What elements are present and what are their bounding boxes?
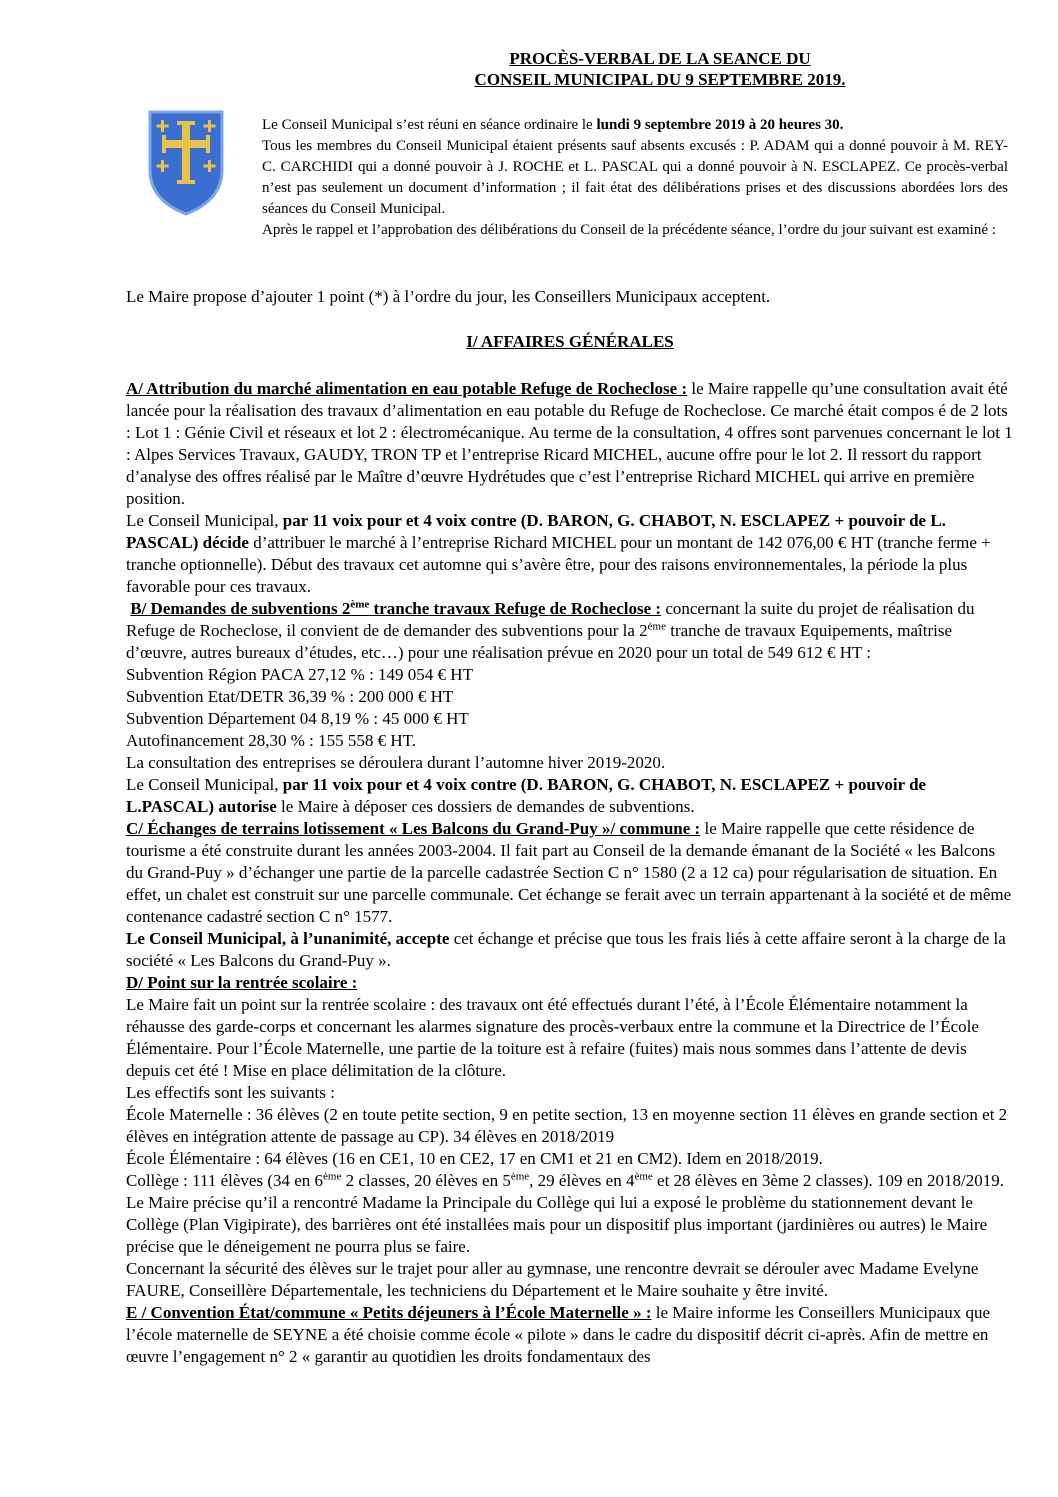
title-line-2: CONSEIL MUNICIPAL DU 9 SEPTEMBRE 2019. [474, 70, 846, 89]
vote-detail: cet échange et précise que tous les frais liés à cette affaire seront à la charge de la société « Les Balcons du Grand-Puy ». [126, 929, 1006, 970]
section-d-heading: D/ Point sur la rentrée scolaire : [126, 973, 358, 992]
vote-result: par 11 voix pour et 4 voix contre (D. BARON, G. CHABOT, N. ESCLAPEZ + pouvoir de L. PASCAL) décide [126, 511, 946, 552]
vote-detail: le Maire à déposer ces dossiers de demandes de subventions. [276, 797, 695, 816]
section-c [126, 818, 1014, 928]
vote-result: par 11 voix pour et 4 voix contre (D. BARON, G. CHABOT, N. ESCLAPEZ + pouvoir de L.PASCAL) autorise [126, 775, 927, 816]
intro-line-1 [262, 115, 1008, 136]
effectifs-maternelle: École Maternelle : 36 élèves (2 en toute petite section, 9 en petite section, 13 en moyenne section 11 élèves en grande section et 2 élèves en intégration attente de passage au CP). 34 élèves en 2018/2019 [126, 1105, 1008, 1146]
intro-line-2: Tous les membres du Conseil Municipal étaient présents sauf absents excusés : P. ADAM qui a donné pouvoir à M. REY- C. CARCHIDI qui a donné pouvoir à J. ROCHE et L. PASCAL qui a donné pouvoir à N. ESCLAPEZ. Ce procès-verbal n’est pas seulement un document d’information ; il fait état des délibérations prises et des discussions abordées lors des séances du Conseil Municipal. [262, 138, 1008, 217]
proposal-text: Le Maire propose d’ajouter 1 point (*) à l’ordre du jour, les Conseillers Municipaux acceptent. [126, 287, 771, 306]
effectifs-elementaire: École Élémentaire : 64 élèves (16 en CE1, 10 en CE2, 17 en CM1 et 21 en CM2). Idem en 2018/2019. [126, 1149, 823, 1168]
section-a-vote [126, 510, 1014, 598]
section-b-vote [126, 774, 1014, 818]
section-e [126, 1302, 1014, 1368]
section-c-text: le Maire rappelle que cette résidence de tourisme a été construite durant les années 2003-2004. Il fait part au Conseil de la demande émanant de la Société « les Balcons du Grand-Puy » d’échanger une partie de la parcelle cadastrée Section C n° 1580 (2 a 12 ca) pour régularisation de situation. En effet, un chalet est construit sur une parcelle communale. Cet échange se ferait avec un terrain appartenant à la société et de même contenance cadastré section C n° 1577. [126, 819, 1012, 926]
vote-result: Le Conseil Municipal, à l’unanimité, accepte [126, 929, 450, 948]
section-c-heading: C/ Échanges de terrains lotissement « Les Balcons du Grand-Puy »/ commune : [126, 819, 701, 838]
consultation-note: La consultation des entreprises se déroulera durant l’automne hiver 2019-2020. [126, 753, 666, 772]
section-e-text: le Maire informe les Conseillers Municipaux que l’école maternelle de SEYNE a été choisie comme école « pilote » dans le cadre du dispositif décrit ci-après. Afin de mettre en œuvre l’engagement n° 2 « garantir au quotidien les droits fondamentaux des [126, 1303, 990, 1366]
funding-line: Subvention Etat/DETR 36,39 % : 200 000 € HT [126, 687, 454, 706]
agenda-proposal [126, 286, 1014, 308]
vote-intro: Le Conseil Municipal, [126, 775, 283, 794]
vote-detail: d’attribuer le marché à l’entreprise Richard MICHEL pour un montant de 142 076,00 € HT (tranche ferme + tranche optionnelle). Début des travaux cet automne qui s’avère être, pour des raisons environnementales, la période la plus favorable pour ces travaux. [126, 533, 991, 596]
document-body [126, 378, 1014, 1368]
funding-line: Autofinancement 28,30 % : 155 558 € HT. [126, 731, 417, 750]
vote-intro: Le Conseil Municipal, [126, 511, 283, 530]
section-b [126, 598, 1014, 664]
section-a [126, 378, 1014, 510]
section-c-vote [126, 928, 1014, 972]
intro-paragraph [262, 115, 1008, 241]
section-b-text: concernant la suite du projet de réalisation du Refuge de Rocheclose, il convient de de demander des subventions pour la 2ème tranche de travaux Equipements, maîtrise d’œuvre, autres bureaux d’études, etc…) pour une réalisation prévue en 2020 pour un total de 549 612 € HT : [126, 599, 975, 662]
section-title: I/ AFFAIRES GÉNÉRALES [466, 332, 674, 351]
intro-text: Le Conseil Municipal s’est réuni en séance ordinaire le [262, 117, 597, 133]
intro-line-3: Après le rappel et l’approbation des délibérations du Conseil de la précédente séance, l’ordre du jour suivant est examiné : [262, 222, 996, 238]
funding-line: Subvention Région PACA 27,12 % : 149 054 € HT [126, 665, 473, 684]
funding-line: Subvention Département 04 8,19 % : 45 000 € HT [126, 709, 469, 728]
effectifs-college: Collège : 111 élèves (34 en 6ème 2 classes, 20 élèves en 5ème, 29 élèves en 4ème et 28 élèves en 3ème 2 classes). 109 en 2018/2019. Le Maire précise qu’il a rencontré Madame la Principale du Collège qui lui a exposé le problème du stationnement devant le Collège (Plan Vigipirate), des barrières ont été installées mais pour un dispositif plus important (jardinières ou autres) le Maire précise que le déneigement ne pourra plus se faire. [126, 1170, 1005, 1256]
meeting-date: lundi 9 septembre 2019 à 20 heures 30. [596, 117, 844, 133]
section-d-text: Le Maire fait un point sur la rentrée scolaire : des travaux ont été effectués durant l’été, à l’École Élémentaire notamment la réhausse des garde-corps et concernant les alarmes signature des procès-verbaux entre la commune et la Directrice de l’École Élémentaire. Pour l’École Maternelle, une partie de la toiture est à refaire (fuites) mais nous sommes dans l’attente de devis depuis cet été ! Mise en place délimitation de la clôture. [126, 995, 979, 1080]
section-b-heading: B/ Demandes de subventions 2ème tranche travaux Refuge de Rocheclose : [130, 598, 662, 618]
title-line-1: PROCÈS-VERBAL DE LA SEANCE DU [509, 49, 811, 68]
document-title [440, 48, 880, 90]
gymnase-note: Concernant la sécurité des élèves sur le trajet pour aller au gymnase, une rencontre devrait se dérouler avec Madame Evelyne FAURE, Conseillère Départementale, les techniciens du Département et le Maire souhaite y être invité. [126, 1259, 979, 1300]
municipal-crest-icon [145, 108, 227, 218]
section-a-heading: A/ Attribution du marché alimentation en eau potable Refuge de Rocheclose : [126, 379, 688, 398]
effectifs-intro: Les effectifs sont les suivants : [126, 1083, 335, 1102]
section-a-text: le Maire rappelle qu’une consultation avait été lancée pour la réalisation des travaux d’alimentation en eau potable du Refuge de Rocheclose. Ce marché était compos é de 2 lots : Lot 1 : Génie Civil et réseaux et lot 2 : électromécanique. Au terme de la consultation, 4 offres sont parvenues concernant le lot 1 : Alpes Services Travaux, GAUDY, TRON TP et l’entreprise Ricard MICHEL, aucune offre pour le lot 2. Il ressort du rapport d’analyse des offres réalisé par le Maître d’œuvre Hydrétudes que c’est l’entreprise Richard MICHEL qui arrive en première position. [126, 379, 1013, 508]
section-e-heading: E / Convention État/commune « Petits déjeuners à l’École Maternelle » : [126, 1303, 652, 1322]
